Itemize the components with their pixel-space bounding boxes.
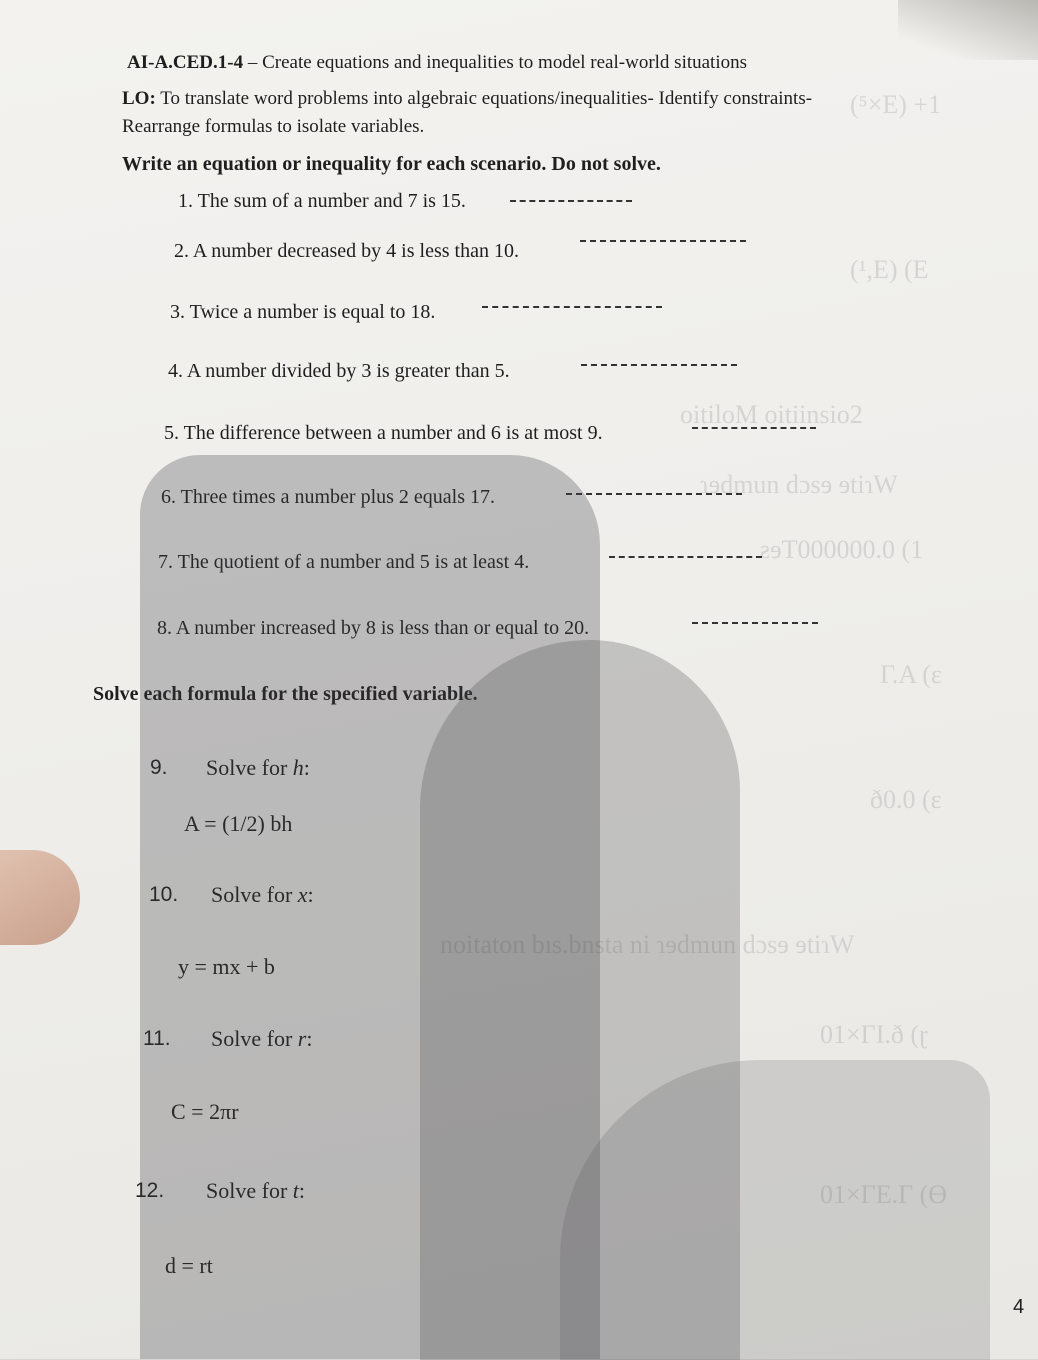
answer-blank[interactable]	[566, 493, 742, 495]
learning-objective-line	[122, 88, 812, 110]
question-prompt: Solve for r:	[211, 1026, 313, 1051]
question-number: 9.	[150, 756, 168, 779]
bleed-through-mark: ɿɘdmun dɔsɘ ɘtiɿW	[700, 470, 898, 499]
answer-blank[interactable]	[692, 427, 816, 429]
bleed-through-mark: 01×ΓΕ.Γ (Ɵ	[820, 1180, 948, 1209]
bleed-through-mark: noitaton bıs.bnsta ni ɿɘdmun dɔsɘ ɘtiɿW	[440, 930, 855, 959]
target-variable: x	[297, 882, 308, 907]
standard-description: – Create equations and inequalities to model real-world situations	[243, 52, 748, 73]
formula: C = 2πr	[171, 1099, 239, 1124]
target-variable: t	[292, 1178, 299, 1203]
formula: A = (1/2) bh	[184, 811, 293, 836]
section2-instruction: Solve each formula for the specified variable.	[93, 683, 478, 705]
page-corner-shadow	[898, 0, 1038, 60]
bleed-through-mark: (¹,E) (E	[850, 255, 929, 284]
question-number: 8.	[157, 617, 172, 639]
formula: d = rt	[165, 1253, 213, 1278]
lo-label: LO:	[122, 88, 156, 109]
answer-blank[interactable]	[510, 200, 632, 202]
lo-text: To translate word problems into algebraic equations/inequalities- Identify constraints-	[155, 88, 813, 109]
question-text: The quotient of a number and 5 is at least 4.	[177, 551, 530, 573]
bleed-through-mark: 01×ΓΙ.ð (ɽ	[820, 1020, 928, 1049]
question-text: The sum of a number and 7 is 15.	[197, 190, 466, 212]
question-text: A number divided by 3 is greater than 5.	[186, 360, 510, 382]
answer-blank[interactable]	[692, 622, 818, 624]
formula: y = mx + b	[178, 954, 275, 979]
question-text: A number increased by 8 is less than or equal to 20.	[175, 617, 590, 639]
answer-blank[interactable]	[609, 556, 762, 558]
question-number: 10.	[149, 883, 179, 906]
answer-blank[interactable]	[581, 364, 737, 366]
question-number: 7.	[158, 551, 173, 573]
question-number: 11.	[143, 1027, 171, 1050]
target-variable: h	[292, 755, 304, 780]
bleed-through-mark: ð0.0 (ɛ	[870, 785, 942, 814]
question-number: 1.	[178, 190, 193, 212]
question-text: Twice a number is equal to 18.	[189, 301, 436, 323]
answer-blank[interactable]	[482, 306, 662, 308]
bleed-through-mark: (⁵×E) +1	[850, 90, 942, 119]
question-text: A number decreased by 4 is less than 10.	[192, 240, 519, 262]
bleed-through-mark: Γ.A (ɛ	[880, 660, 942, 689]
question-number: 12.	[135, 1179, 165, 1202]
question-number: 5.	[164, 422, 179, 444]
question-text: Three times a number plus 2 equals 17.	[180, 486, 496, 508]
page-number: 4	[1013, 1296, 1025, 1318]
question-number: 3.	[170, 301, 185, 323]
question-number: 6.	[161, 486, 176, 508]
learning-objective-line-2: Rearrange formulas to isolate variables.	[122, 116, 425, 137]
section1-instruction: Write an equation or inequality for each scenario. Do not solve.	[122, 153, 661, 175]
question-prompt: Solve for t:	[206, 1178, 306, 1203]
question-prompt: Solve for x:	[211, 882, 314, 907]
question-text: The difference between a number and 6 is at most 9.	[183, 422, 603, 444]
answer-blank[interactable]	[580, 240, 746, 242]
question-prompt: Solve for h:	[206, 755, 310, 780]
question-number: 4.	[168, 360, 183, 382]
bleed-through-mark: oitiloM oitiinsio2	[680, 400, 863, 429]
target-variable: r	[297, 1026, 307, 1051]
standard-code: AI-A.CED.1-4	[127, 52, 244, 73]
bleed-through-mark: ƨɘT000000.0 (1	[760, 535, 924, 564]
standard-line	[127, 52, 747, 74]
question-number: 2.	[174, 240, 189, 262]
